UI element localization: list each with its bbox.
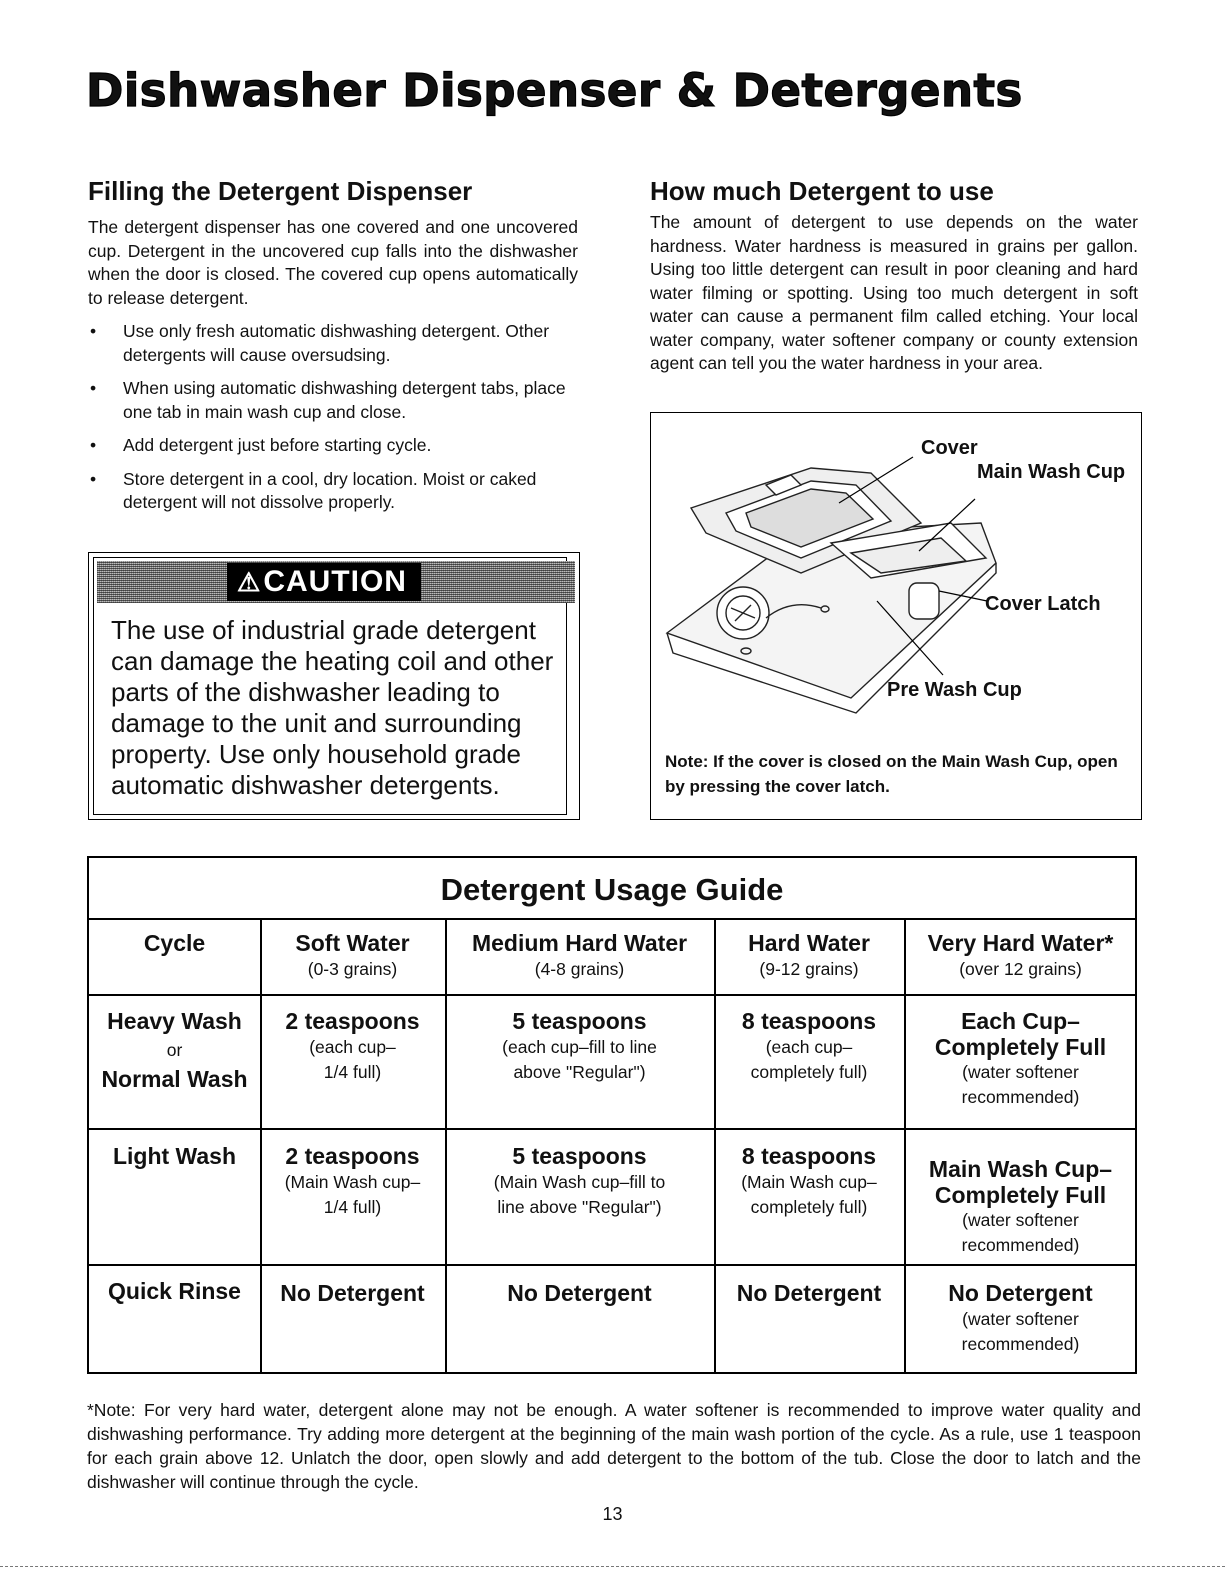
table-cell: Main Wash Cup– Completely Full (water softener recommended)	[928, 1156, 1113, 1255]
table-cell: 8 teaspoons (each cup– completely full)	[741, 1008, 877, 1082]
how-much-heading: How much Detergent to use	[650, 176, 994, 206]
filling-intro: The detergent dispenser has one covered and one uncovered cup. Detergent in the uncovered cup falls into the dishwasher when the door is closed. The covered cup opens automatically to release detergent.	[88, 217, 578, 308]
table-divider	[89, 994, 1135, 996]
warning-triangle-icon: ⚠	[237, 567, 262, 597]
label-cover: Cover	[921, 437, 978, 459]
bullet-item: • Add detergent just before starting cycle.	[90, 435, 432, 455]
footnote: *Note: For very hard water, detergent alone may not be enough. A water softener is recommended to improve water quality and dishwashing performance. Try adding more detergent at the beginning of the main wash portion of the cycle. As a rule, use 1 teaspoon for each grain above 12. Unlatch the door, open slowly and add detergent to the bottom of the tub. Close the door to latch and the dishwasher will continue through the cycle.	[87, 1400, 1141, 1492]
table-cell: 2 teaspoons (each cup– 1/4 full)	[285, 1008, 420, 1082]
diagram-note: Note: If the cover is closed on the Main Wash Cup, open by pressing the cover latch.	[665, 752, 1118, 796]
dispenser-diagram	[650, 412, 1142, 820]
filling-heading: Filling the Detergent Dispenser	[88, 176, 473, 206]
header-cell: Soft Water (0-3 grains)	[295, 930, 410, 979]
label-cover-latch: Cover Latch	[985, 593, 1101, 615]
caution-text: The use of industrial grade detergent can damage the heating coil and other parts of the dishwasher leading to damage to the unit and surrounding property. Use only household grade automatic dishwasher detergents.	[111, 615, 554, 800]
table-divider	[89, 1264, 1135, 1266]
header-cell: Cycle	[143, 930, 206, 956]
bottom-rule	[0, 1566, 1225, 1568]
cycle-cell: Quick Rinse	[108, 1278, 241, 1304]
page-title: Dishwasher Dispenser & Detergents	[86, 64, 1023, 117]
bullet-item: • When using automatic dishwashing detergent tabs, place one tab in main wash cup and close.	[90, 378, 566, 422]
cycle-cell: Light Wash	[112, 1143, 237, 1169]
bullet-item: • Store detergent in a cool, dry location. Moist or caked detergent will not dissolve properly.	[90, 468, 537, 512]
header-cell: Medium Hard Water (4-8 grains)	[471, 930, 688, 979]
cycle-cell: Heavy Wash or Normal Wash	[101, 1008, 248, 1092]
guide-title: Detergent Usage Guide	[440, 872, 784, 907]
table-cell: No Detergent	[736, 1280, 882, 1306]
table-cell: 8 teaspoons (Main Wash cup– completely full)	[741, 1143, 877, 1217]
table-cell: Each Cup– Completely Full (water softener recommended)	[934, 1008, 1107, 1107]
header-cell: Very Hard Water* (over 12 grains)	[927, 930, 1114, 979]
caution-banner	[97, 561, 575, 603]
caution-box	[88, 552, 580, 820]
table-divider	[89, 918, 1135, 920]
bullet-item: • Use only fresh automatic dishwashing detergent. Other detergents will cause oversudsing.	[90, 321, 550, 365]
label-pre-wash-cup: Pre Wash Cup	[887, 679, 1022, 701]
table-cell: 2 teaspoons (Main Wash cup– 1/4 full)	[284, 1143, 421, 1217]
table-cell: 5 teaspoons (Main Wash cup–fill to line above "Regular")	[493, 1143, 666, 1217]
how-much-text: The amount of detergent to use depends on the water hardness. Water hardness is measured in grains per gallon. Using too little detergent can result in poor cleaning and hard water filming or spotting. Using too much detergent in soft water can cause a permanent film called etching. Your local water company, water softener company or county extension agent can tell you the water hardness in your area.	[650, 212, 1138, 373]
header-cell: Hard Water (9-12 grains)	[748, 930, 870, 979]
table-cell: No Detergent (water softener recommended)	[948, 1280, 1093, 1354]
page-number: 13	[602, 1504, 623, 1524]
detergent-usage-guide	[87, 856, 1137, 1374]
label-main-wash-cup: Main Wash Cup	[977, 461, 1126, 483]
filling-bullets	[88, 320, 580, 525]
table-cell: 5 teaspoons (each cup–fill to line above "Regular")	[502, 1008, 657, 1082]
table-cell: No Detergent	[507, 1280, 652, 1306]
table-cell: No Detergent	[280, 1280, 425, 1306]
table-divider	[89, 1128, 1135, 1130]
caution-label: ⚠CAUTION	[227, 563, 421, 601]
